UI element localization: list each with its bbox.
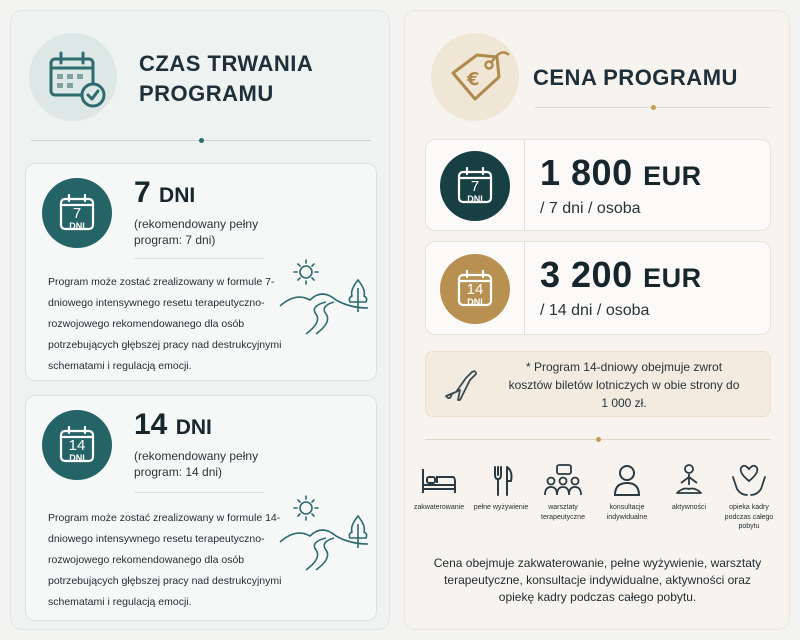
flight-note-text: * Program 14-dniowy obejmuje zwrot kosztów biletów lotniczych w obie strony do 1 000 zł. [508,360,740,410]
badge-number: 7 [72,205,82,222]
duration-card-14 [25,395,377,621]
amenity-activities [659,463,719,513]
landscape-sun-tree-icon [276,494,372,574]
amenity-staff-care [719,463,779,532]
calendar-check-icon [29,33,117,121]
description: Program może zostać zrealizowany w formule 7-dniowego intensywnego resetu terapeutyczno-rozwojowego rekomendowanego dla osób potrzebujących głębszej pracy nad destrukcyjnymi schematami i regulacją emocji. [48,276,282,372]
badge-unit: DNI [467,194,483,204]
landscape-sun-tree-icon [276,258,372,338]
hands-heart-icon [729,463,769,497]
amenity-accommodation [409,463,469,513]
card-divider [134,258,264,259]
badge-number: 14 [466,281,484,298]
price-amount [540,152,702,194]
badge-number: 14 [68,437,86,454]
flight-note [425,351,771,417]
duration-divider [31,140,371,141]
calendar-badge-7 [440,151,510,221]
bed-icon [419,463,459,497]
amenity-label: zakwaterowanie [413,504,465,511]
badge-unit: DNI [69,221,85,231]
amenity-label: pełne wyżywienie [473,504,529,511]
euro-price-tag-icon [431,33,519,121]
days-unit: DNI [175,416,212,439]
currency: EUR [643,263,702,293]
price-option-14 [425,241,771,335]
badge-number: 7 [470,178,480,195]
amount: 3 200 [540,254,633,295]
price-title: CENA PROGRAMU [533,65,738,90]
duration-card-7 [25,163,377,381]
cutlery-icon [481,463,521,497]
calendar-badge-14 [440,254,510,324]
amount: 1 800 [540,152,633,193]
price-per: / 7 dni / osoba [540,200,641,217]
amenity-label: opieka kadry podczas całego pobytu [724,504,774,530]
description: Program może zostać zrealizowany w formule 14-dniowego intensywnego resetu terapeutyczno-rozwojowego rekomendowanego dla osób potrzebujących głębszej pracy nad destrukcyjnymi schematami i regulacją emocji. [48,512,282,608]
days-unit: DNI [159,184,196,207]
card-divider [134,492,264,493]
duration-title-line2: PROGRAMU [139,81,274,106]
price-summary: Cena obejmuje zakwaterowanie, pełne wyżywienie, warsztaty terapeutyczne, konsultacje indywidualne, aktywności oraz opiekę kadry podczas całego pobytu. [433,556,762,604]
price-per: / 14 dni / osoba [540,302,650,319]
recommendation: (rekomendowany pełny program: 14 dni) [134,449,259,479]
badge-unit: DNI [69,453,85,463]
amenity-label: konsultacje indywidualne [606,504,648,521]
svg-text:€: € [467,69,480,90]
option-separator [524,242,525,334]
currency: EUR [643,161,702,191]
days-number: 7 [134,176,151,209]
amenity-consultations [597,463,657,522]
duration-title-line1: CZAS TRWANIA [139,51,314,76]
amenity-label: aktywności [671,504,707,511]
price-divider [535,107,771,108]
recommendation: (rekomendowany pełny program: 7 dni) [134,217,259,247]
meditation-icon [669,463,709,497]
group-chat-icon [541,463,585,497]
amenity-workshops [533,463,593,522]
duration-panel [10,10,390,630]
airplane-icon [442,366,482,404]
person-icon [607,463,647,497]
amenity-label: warsztaty terapeutyczne [541,504,585,521]
badge-unit: DNI [467,297,483,307]
price-amount [540,254,702,296]
option-separator [524,140,525,230]
price-option-7 [425,139,771,231]
price-panel [404,10,790,630]
calendar-badge-7 [42,178,112,248]
amenities-divider [425,439,771,440]
days-heading [134,408,212,442]
amenity-full-board [471,463,531,513]
days-heading [134,176,195,210]
calendar-badge-14 [42,410,112,480]
days-number: 14 [134,408,168,441]
